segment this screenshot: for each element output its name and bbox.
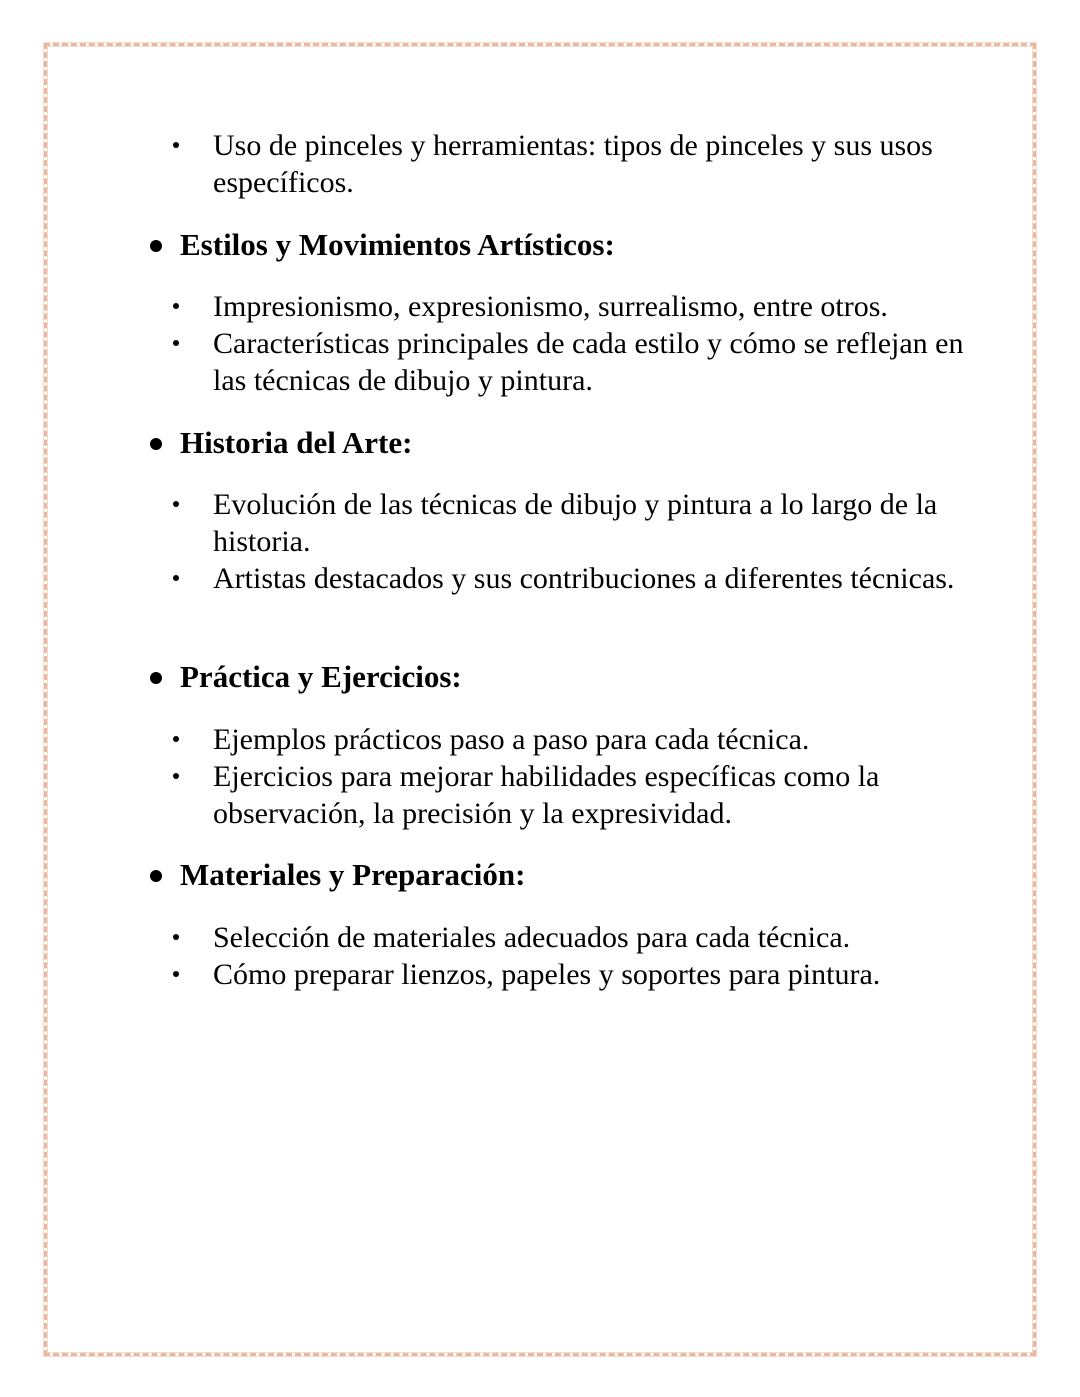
bullet-icon	[173, 736, 179, 742]
list-item-text: Artistas destacados y sus contribuciones a diferentes técnicas.	[213, 562, 955, 595]
intro-list	[213, 127, 973, 201]
section-list-materiales	[213, 919, 973, 993]
section-heading-materiales	[180, 856, 525, 894]
list-item-text: Uso de pinceles y herramientas: tipos de pinceles y sus usos específicos.	[213, 129, 933, 199]
list-item-text: Cómo preparar lienzos, papeles y soportes para pintura.	[213, 958, 881, 991]
section-heading-practica	[180, 658, 462, 696]
bullet-icon	[150, 870, 162, 882]
list-item-text: Impresionismo, expresionismo, surrealismo, entre otros.	[213, 290, 888, 323]
bullet-icon	[173, 773, 179, 779]
list-item	[213, 758, 973, 832]
list-item	[213, 288, 973, 325]
list-item	[213, 956, 973, 993]
list-item	[213, 325, 973, 399]
list-item-text: Selección de materiales adecuados para cada técnica.	[213, 921, 851, 954]
list-item	[213, 721, 973, 758]
bullet-icon	[173, 575, 179, 581]
section-heading-estilos	[180, 226, 615, 264]
list-item	[213, 919, 973, 956]
bullet-icon	[150, 672, 162, 684]
section-list-estilos	[213, 288, 973, 399]
list-item-text: Características principales de cada estilo y cómo se reflejan en las técnicas de dibujo y pintura.	[213, 327, 964, 397]
bullet-icon	[173, 303, 179, 309]
section-heading-text: Estilos y Movimientos Artísticos:	[180, 227, 615, 262]
bullet-icon	[173, 340, 179, 346]
section-heading-text: Práctica y Ejercicios:	[180, 659, 462, 694]
bullet-icon	[173, 971, 179, 977]
section-list-practica	[213, 721, 973, 832]
section-heading-text: Historia del Arte:	[180, 425, 413, 460]
bullet-icon	[150, 240, 162, 252]
list-item-text: Ejemplos prácticos paso a paso para cada técnica.	[213, 723, 810, 756]
bullet-icon	[173, 934, 179, 940]
section-list-historia	[213, 486, 973, 597]
bullet-icon	[150, 438, 162, 450]
bullet-icon	[173, 501, 179, 507]
list-item	[213, 127, 973, 201]
list-item-text: Ejercicios para mejorar habilidades específicas como la observación, la precisión y la expresividad.	[213, 760, 880, 830]
section-heading-text: Materiales y Preparación:	[180, 857, 526, 892]
bullet-icon	[173, 142, 179, 148]
section-heading-historia	[180, 424, 412, 462]
list-item-text: Evolución de las técnicas de dibujo y pintura a lo largo de la historia.	[213, 488, 938, 558]
list-item	[213, 486, 973, 560]
list-item	[213, 560, 973, 597]
